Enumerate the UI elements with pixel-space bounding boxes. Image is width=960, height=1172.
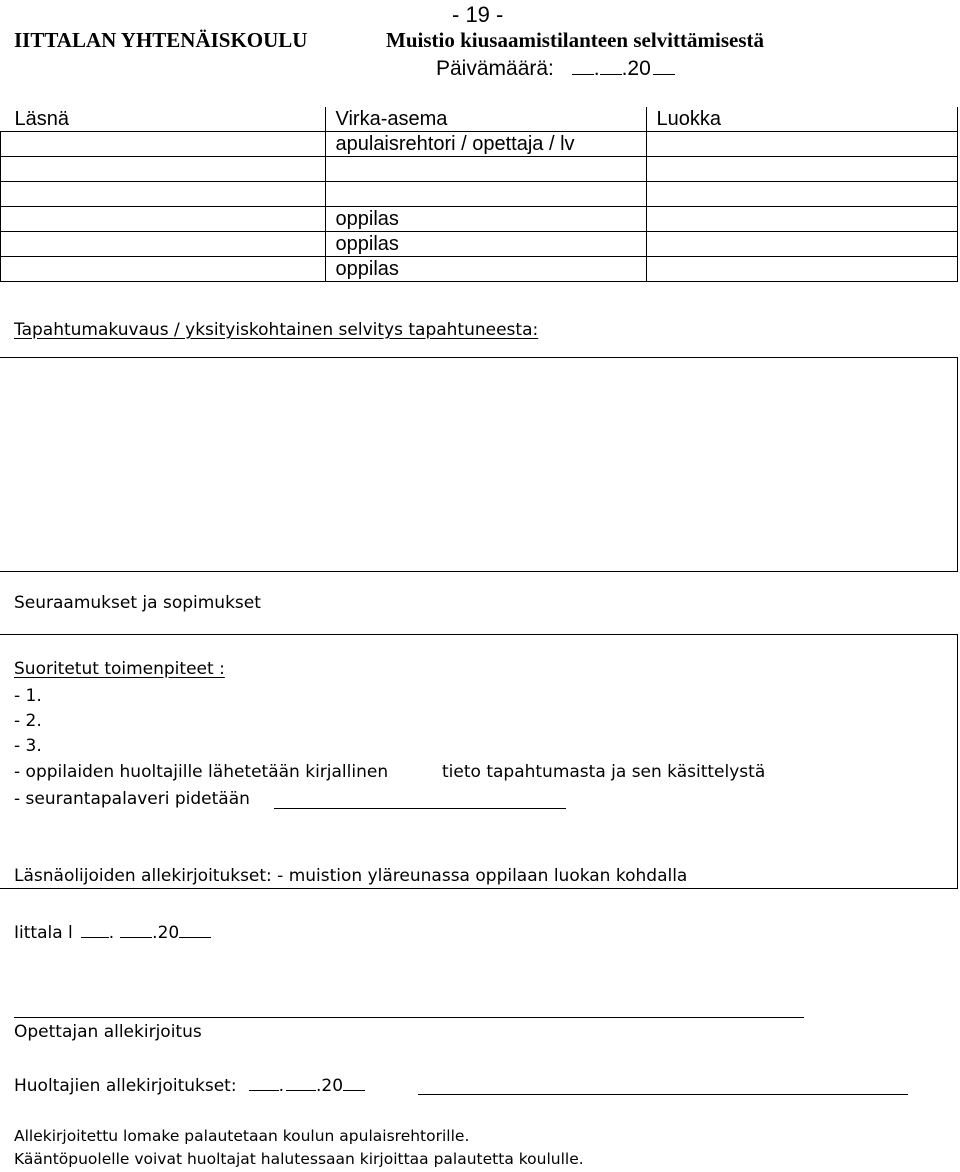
table-row — [1, 232, 958, 257]
class-cell[interactable] — [646, 207, 958, 232]
consequences-label: Seuraamukset ja sopimukset — [14, 593, 261, 613]
followup-date-line[interactable] — [274, 808, 566, 809]
col-header-class: Luokka — [646, 107, 958, 132]
place-label: Iittala l — [14, 923, 73, 943]
class-cell[interactable] — [646, 232, 958, 257]
action-item-3: - 3. — [14, 736, 42, 756]
position-cell: oppilas — [325, 232, 646, 257]
page-number: - 19 - — [452, 2, 504, 27]
guardian-dot: . — [278, 1076, 284, 1096]
class-cell[interactable] — [646, 182, 958, 207]
table-row — [1, 257, 958, 282]
table-row — [1, 182, 958, 207]
followup-text: - seurantapalaveri pidetään — [14, 789, 250, 809]
action-item-1: - 1. — [14, 686, 42, 706]
position-cell: oppilas — [325, 207, 646, 232]
guardian-month-blank[interactable] — [286, 1074, 316, 1091]
guardian-signatures-label: Huoltajien allekirjoitukset: — [14, 1076, 237, 1096]
footer-note-feedback: Kääntöpuolelle voivat huoltajat halutessaan kirjoittaa palautetta koululle. — [14, 1150, 584, 1168]
present-cell[interactable] — [1, 132, 326, 157]
col-header-position: Virka-asema — [325, 107, 646, 132]
guardians-info-text-cont: tieto tapahtumasta ja sen käsittelystä — [442, 762, 766, 782]
present-cell[interactable] — [1, 232, 326, 257]
sign-month-blank[interactable] — [120, 921, 152, 938]
table-row — [1, 207, 958, 232]
date-day-blank[interactable] — [572, 56, 594, 75]
action-item-2: - 2. — [14, 711, 42, 731]
date-month-blank[interactable] — [600, 56, 622, 75]
description-label: Tapahtumakuvaus / yksityiskohtainen selvitys tapahtuneesta: — [14, 320, 539, 340]
document-title: Muistio kiusaamistilanteen selvittämisestä — [386, 28, 764, 52]
guardian-day-blank[interactable] — [249, 1074, 279, 1091]
actions-label: Suoritetut toimenpiteet : — [14, 659, 225, 679]
date-row: Päivämäärä: . .20 — [436, 56, 675, 81]
footer-note-return: Allekirjoitettu lomake palautetaan koulun apulaisrehtorille. — [14, 1127, 470, 1145]
class-cell[interactable] — [646, 157, 958, 182]
guardian-year-blank[interactable] — [343, 1074, 365, 1091]
sign-year-blank[interactable] — [179, 921, 211, 938]
position-cell: apulaisrehtori / opettaja / lv — [325, 132, 646, 157]
date-year: .20 — [621, 57, 651, 80]
guardians-info-text: - oppilaiden huoltajille lähetetään kirjallinen — [14, 762, 389, 782]
position-cell[interactable] — [325, 157, 646, 182]
present-cell[interactable] — [1, 157, 326, 182]
attendee-table — [0, 107, 958, 282]
guardian-signature-line[interactable] — [418, 1094, 908, 1095]
position-cell[interactable] — [325, 182, 646, 207]
table-row — [1, 132, 958, 157]
guardian-year: .20 — [315, 1076, 344, 1096]
present-cell[interactable] — [1, 182, 326, 207]
class-cell[interactable] — [646, 132, 958, 157]
present-cell[interactable] — [1, 257, 326, 282]
place-dot: . — [108, 923, 115, 943]
school-name: IITTALAN YHTENÄISKOULU — [14, 28, 308, 52]
sign-day-blank[interactable] — [81, 921, 109, 938]
description-box[interactable] — [0, 357, 958, 572]
date-label: Päivämäärä: — [436, 57, 554, 80]
class-cell[interactable] — [646, 257, 958, 282]
col-header-present: Läsnä — [1, 107, 326, 132]
teacher-signature-line[interactable] — [14, 1017, 804, 1018]
teacher-signature-label: Opettajan allekirjoitus — [14, 1022, 202, 1042]
attendee-signatures-text: Läsnäolijoiden allekirjoitukset: - muistion yläreunassa oppilaan luokan kohdalla — [14, 866, 688, 886]
guardian-signatures-row — [14, 1074, 365, 1096]
present-cell[interactable] — [1, 207, 326, 232]
table-row — [1, 157, 958, 182]
position-cell: oppilas — [325, 257, 646, 282]
sign-year: .20 — [152, 923, 180, 943]
table-header-row — [1, 107, 958, 132]
date-year-blank[interactable] — [653, 56, 675, 75]
place-date-row — [14, 921, 211, 943]
